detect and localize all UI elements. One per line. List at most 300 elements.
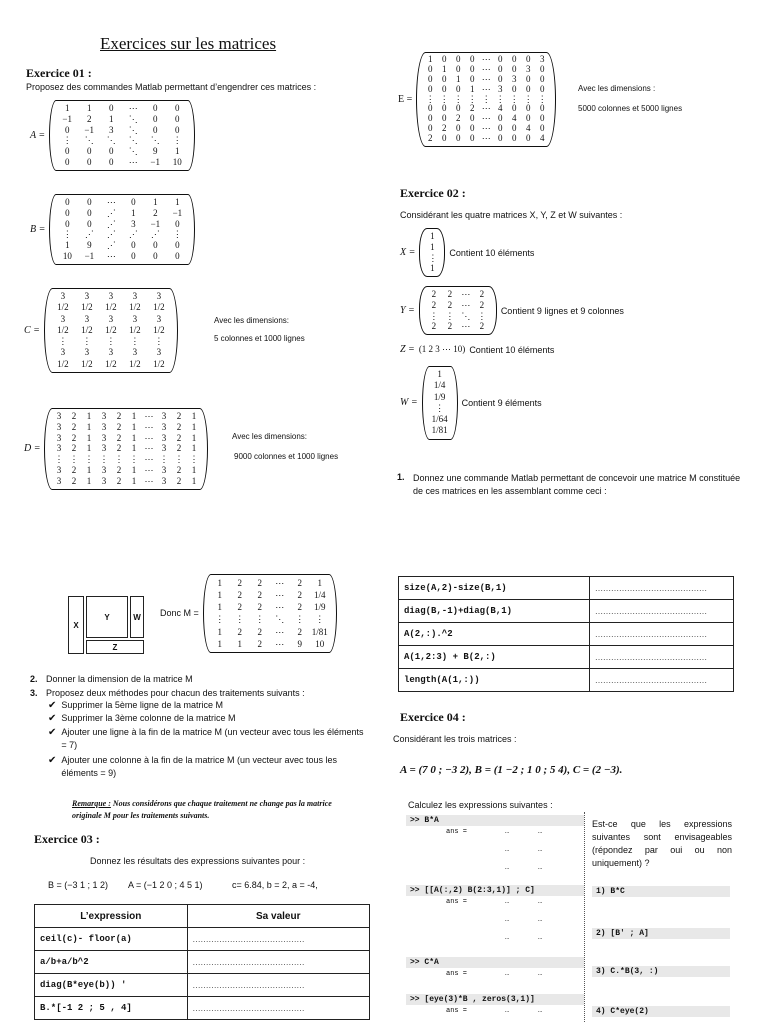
matrix-c-cell: 3 — [132, 347, 138, 358]
task-text: Supprimer la 5ème ligne de la matrice M — [61, 700, 223, 710]
matrix-b-cell: ⋰ — [106, 218, 116, 229]
matrix-w-cell: ⋮ — [435, 402, 445, 413]
value-cell[interactable]: …………………………………… — [187, 951, 369, 974]
matrix-w-cell: 1/64 — [431, 414, 448, 424]
matrix-b-cell: 0 — [153, 240, 158, 251]
matrix-e-cell: 0 — [456, 54, 461, 64]
block-w: W — [130, 596, 144, 638]
matrix-d-cell: 2 — [71, 464, 77, 475]
matrix-d-cell: ⋯ — [144, 443, 154, 454]
matrix-y-cell: 2 — [447, 289, 453, 299]
matrix-b-label: B = — [30, 223, 46, 235]
matrix-a-cell: ⋱ — [128, 135, 138, 146]
matrix-d-cell: 1 — [86, 443, 92, 454]
matrix-m-cell: ⋯ — [275, 578, 285, 588]
matrix-y-cell: ⋯ — [461, 321, 471, 332]
matrix-e-cell: 0 — [442, 103, 447, 114]
matrix-e-grid — [423, 55, 549, 144]
matrix-b-cell: ⋮ — [62, 229, 72, 240]
matrix-m-cell: 2 — [297, 578, 303, 588]
matrix-y-grid — [426, 289, 490, 332]
matrix-d-cell: 3 — [161, 432, 167, 443]
matrix-y-cell: 2 — [431, 289, 437, 299]
matrix-e-cell: 0 — [498, 54, 503, 64]
matrix-d-cell: 2 — [176, 411, 182, 421]
matrix-e-cell: 0 — [456, 83, 461, 94]
matrix-d-cell: ⋮ — [84, 454, 94, 465]
matrix-c-cell: 1/2 — [81, 358, 93, 369]
ans-dots: … — [505, 898, 510, 906]
matrix-d-cell: ⋮ — [174, 454, 184, 465]
matrix-m-cell: ⋮ — [255, 614, 265, 625]
matrix-e-cell: 0 — [428, 73, 433, 84]
matrix-w — [400, 366, 542, 440]
matrix-y-cell: ⋮ — [445, 310, 455, 321]
value-cell[interactable]: …………………………………… — [187, 928, 369, 951]
matrix-e-cell: 4 — [512, 113, 517, 124]
matrix-m-cell: ⋯ — [275, 602, 285, 613]
matrix-d-cell: 1 — [191, 464, 197, 475]
matrix-m-cell: 1 — [217, 602, 223, 613]
matrix-e-cell: ⋮ — [453, 93, 463, 104]
value-cell[interactable]: …………………………………… — [590, 600, 734, 623]
matrix-y-cell: 2 — [431, 299, 437, 310]
matrix-d-label: D = — [24, 443, 41, 455]
matrix-d-cell: ⋮ — [69, 454, 79, 465]
option-2 — [592, 928, 730, 939]
matrix-e-cell: 0 — [428, 63, 433, 74]
option-number: 4) — [596, 1007, 606, 1016]
matrix-x-cell: 1 — [430, 241, 435, 252]
matrix-b-cell: 9 — [87, 240, 92, 251]
exercise-02-heading: Exercice 02 : — [400, 186, 466, 200]
matrix-d-cell: ⋯ — [144, 475, 154, 486]
value-cell[interactable]: …………………………………… — [590, 669, 734, 692]
matrix-w-cell: 1 — [437, 369, 442, 379]
matrix-e-cell: 0 — [470, 73, 475, 84]
ans-dots: … — [538, 1007, 543, 1015]
exercise-01-intro: Proposez des commandes Matlab permettant d’engendrer ces matrices : — [26, 82, 317, 92]
matrix-d-cell: 1 — [86, 432, 92, 443]
matrix-m-cell: 2 — [237, 590, 243, 601]
exercise-04-heading: Exercice 04 : — [400, 710, 466, 724]
matrix-d-cell: 1 — [131, 411, 137, 421]
matrix-a-cell: 9 — [152, 146, 158, 157]
matrix-m-cell: 2 — [237, 578, 243, 588]
matrix-m-grid — [210, 577, 330, 650]
matrix-a-cell: 0 — [152, 113, 158, 124]
matrix-c-cell: 3 — [84, 347, 90, 358]
col-value: Sa valeur — [187, 905, 369, 928]
matrix-a-cell: 2 — [86, 113, 92, 124]
question-2-text: Donner la dimension de la matrice M — [46, 674, 193, 684]
matrix-e-cell: 2 — [428, 133, 433, 144]
matrix-e-cell: 4 — [526, 123, 531, 134]
matrix-y-cell: 2 — [447, 321, 453, 332]
matrix-m-cell: ⋯ — [275, 590, 285, 601]
matrix-e-cell: 3 — [498, 83, 503, 94]
matrix-e-cell: ⋮ — [467, 93, 477, 104]
matrix-m-cell: ⋮ — [235, 614, 245, 625]
matrix-d-cell: ⋯ — [144, 454, 154, 465]
matrix-a-cell: 0 — [174, 103, 180, 113]
matrix-c-cell: 3 — [60, 313, 66, 324]
matrix-m-cell: 2 — [257, 626, 263, 637]
given-a: A = (−1 2 0 ; 4 5 1) — [128, 880, 203, 890]
matrix-m-cell: 2 — [237, 626, 243, 637]
matrix-d-cell: 3 — [161, 421, 167, 432]
ans-dots: … — [505, 864, 510, 872]
task-text: Ajouter une ligne à la fin de la matrice M (un vecteur avec tous les éléments = 7) — [61, 727, 364, 751]
matrix-y-cell: 2 — [447, 299, 453, 310]
value-cell[interactable]: …………………………………… — [187, 997, 369, 1020]
exercise-04-matrices: A = (7 0 ; −3 2), B = (1 −2 ; 1 0 ; 5 4), C = (2 −3). — [400, 764, 623, 776]
matrix-m-cell: 1 — [217, 590, 223, 601]
matrix-w-grid — [429, 369, 451, 437]
matrix-b-cell: 0 — [175, 218, 180, 229]
matrix-a-cell: 0 — [64, 146, 70, 157]
matrix-e — [398, 52, 556, 147]
matrix-b-cell: 0 — [153, 250, 158, 261]
expression-cell: B.*[-1 2 ; 5 , 4] — [35, 997, 188, 1020]
table-row — [35, 974, 370, 997]
matrix-c-cell: 3 — [132, 291, 138, 301]
matrix-x-grid — [426, 231, 438, 274]
matrix-e-cell: ⋯ — [481, 123, 491, 134]
matrix-e-cell: 0 — [428, 83, 433, 94]
ans-dots: … — [505, 1007, 510, 1015]
given-b: B = (−3 1 ; 1 2) — [48, 880, 109, 890]
ans-dots: … — [505, 828, 510, 836]
ans-dots: … — [538, 828, 543, 836]
matrix-d-cell: 3 — [101, 475, 107, 486]
matrix-w-label: W = — [400, 397, 418, 409]
matrix-b-cell: 1 — [65, 240, 70, 251]
ans-label: ans = — [446, 970, 468, 978]
option-number: 1) — [596, 887, 606, 896]
matrix-e-cell: ⋯ — [481, 73, 491, 84]
matrix-a-cell: 0 — [152, 124, 158, 135]
matrix-d-cell: 3 — [101, 443, 107, 454]
task-list — [48, 700, 364, 780]
matrix-c-cell: 3 — [108, 313, 114, 324]
table-row — [35, 928, 370, 951]
matrix-a-cell: ⋱ — [128, 124, 138, 135]
block-x: X — [68, 596, 84, 654]
matrix-d-cell: 1 — [191, 421, 197, 432]
matrix-e-cell: ⋯ — [481, 54, 491, 64]
matrix-e-cell: 0 — [442, 83, 447, 94]
matrix-z-row: (1 2 3 ⋯ 10) — [418, 344, 466, 354]
matrix-d-cell: 3 — [161, 464, 167, 475]
matrix-b-cell: ⋰ — [128, 229, 138, 240]
matrix-d-cell: 3 — [101, 432, 107, 443]
matrix-c-dim-label: Avec les dimensions: — [214, 316, 289, 325]
matrix-d-cell: 2 — [71, 421, 77, 432]
matrix-c-cell: 3 — [60, 291, 66, 301]
matrix-m-cell: ⋯ — [275, 626, 285, 637]
matrix-a-cell: 0 — [174, 124, 180, 135]
matrix-e-label: E = — [398, 94, 413, 105]
matrix-d-cell: ⋮ — [189, 454, 199, 465]
matrix-d-cell: 1 — [191, 411, 197, 421]
exercise-03-heading: Exercice 03 : — [34, 832, 100, 846]
matrix-m-cell: 1 — [237, 638, 243, 649]
table-row — [35, 951, 370, 974]
matrix-b-grid — [56, 197, 188, 262]
expression-cell: diag(B,-1)+diag(B,1) — [399, 600, 590, 623]
matrix-d-cell: ⋮ — [159, 454, 169, 465]
matrix-m-cell: 1 — [217, 626, 223, 637]
matrix-b-cell: 1 — [131, 207, 136, 218]
matrix-e-cell: 1 — [456, 73, 461, 84]
matrix-m-cell: 2 — [257, 590, 263, 601]
matrix-c-cell: 1/2 — [105, 358, 117, 369]
option-expression: C*eye(2) — [610, 1007, 649, 1016]
ans-label: ans = — [446, 898, 468, 906]
matrix-c-cell: 1/2 — [81, 302, 93, 313]
matrix-a-grid — [56, 103, 188, 168]
matrix-e-cell: 1 — [428, 54, 433, 64]
matrix-y-cell: 2 — [479, 289, 485, 299]
task-item — [48, 726, 364, 752]
matrix-d-cell: 2 — [176, 475, 182, 486]
matrix-y-note: Contient 9 lignes et 9 colonnes — [500, 305, 624, 316]
matrix-d-cell: 1 — [131, 421, 137, 432]
matrix-c-cell: 3 — [60, 347, 66, 358]
matrix-d-cell: 2 — [116, 443, 122, 454]
matrix-b-cell: 0 — [131, 250, 136, 261]
matrix-b-cell: 0 — [175, 250, 180, 261]
matrix-d-cell: ⋯ — [144, 411, 154, 421]
matrix-e-cell: 0 — [428, 123, 433, 134]
ans-dots: … — [538, 846, 543, 854]
matrix-m-label: Donc M = — [160, 608, 199, 619]
expressions-table-right — [398, 576, 734, 692]
matrix-a-cell: 0 — [108, 103, 114, 113]
matrix-d-cell: ⋮ — [114, 454, 124, 465]
matrix-y-cell: ⋮ — [477, 310, 487, 321]
matrix-w-note: Contient 9 éléments — [461, 397, 542, 408]
option-expression: B*C — [610, 887, 625, 896]
page-title: Exercices sur les matrices — [100, 34, 277, 53]
matrix-d-cell: 1 — [86, 411, 92, 421]
matrix-c — [24, 288, 178, 373]
matrix-c-cell: 1/2 — [153, 302, 165, 313]
matrix-e-cell: 0 — [498, 133, 503, 144]
matrix-c-cell: 1/2 — [57, 324, 69, 335]
option-number: 3) — [596, 967, 606, 976]
matrix-d-cell: 3 — [101, 421, 107, 432]
matrix-c-cell: ⋮ — [154, 336, 164, 346]
matrix-e-cell: 3 — [512, 73, 517, 84]
matrix-d-cell: ⋮ — [99, 454, 109, 465]
matrix-m-cell: 10 — [315, 638, 325, 649]
matrix-d-cell: 3 — [56, 464, 62, 475]
matrix-a-cell: 0 — [64, 124, 70, 135]
matrix-a-cell: 10 — [172, 156, 182, 167]
matrix-c-cell: 3 — [108, 291, 114, 301]
matrix-c-cell: 1/2 — [105, 324, 117, 335]
matrix-d-cell: 1 — [191, 432, 197, 443]
task-text: Ajouter une colonne à la fin de la matrice M (un vecteur avec tous les éléments = 9) — [61, 755, 338, 779]
ans-dots: … — [538, 864, 543, 872]
matrix-c-cell: 3 — [132, 313, 138, 324]
matrix-d-dim-label: Avec les dimensions: — [232, 432, 307, 441]
exercise-01-heading: Exercice 01 : — [26, 66, 92, 80]
matrix-m-cell: ⋮ — [315, 614, 325, 625]
matrix-m-cell: 1 — [317, 578, 323, 588]
matrix-a-cell: −1 — [150, 156, 160, 167]
matrix-e-cell: 0 — [526, 83, 531, 94]
matrix-e-cell: 4 — [498, 103, 503, 114]
matrix-e-cell: 0 — [442, 54, 447, 64]
matrix-e-cell: 0 — [470, 113, 475, 124]
matrix-x-label: X = — [400, 247, 416, 259]
matrix-a-cell: 0 — [86, 156, 92, 167]
matrix-e-cell: 0 — [526, 113, 531, 124]
matrix-m — [160, 574, 337, 653]
matrix-e-cell: 0 — [442, 113, 447, 124]
option-1 — [592, 886, 730, 897]
matrix-m-cell: ⋯ — [275, 638, 285, 649]
matrix-d-cell: 3 — [56, 432, 62, 443]
ans-dots: … — [538, 898, 543, 906]
matrix-e-cell: 0 — [470, 123, 475, 134]
matrix-d — [24, 408, 208, 490]
matrix-e-cell: ⋯ — [481, 113, 491, 124]
matrix-x — [400, 228, 534, 277]
matrix-m-cell: 1/4 — [314, 590, 326, 601]
matrix-b-cell: 0 — [175, 240, 180, 251]
matrix-e-cell: 0 — [442, 73, 447, 84]
table-row — [399, 600, 734, 623]
matrix-e-cell: 0 — [540, 83, 545, 94]
matrix-c-cell: 3 — [84, 313, 90, 324]
matrix-c-cell: 3 — [156, 313, 162, 324]
matrix-a-cell: ⋯ — [128, 156, 138, 167]
matrix-b-cell: 3 — [131, 218, 136, 229]
matrix-c-cell: 1/2 — [129, 358, 141, 369]
matrix-e-cell: ⋯ — [481, 133, 491, 144]
feasibility-question: Est-ce que les expressions suivantes sont envisageables (répondez par oui ou non uniquement) ? — [592, 819, 732, 869]
matrix-a-cell: 0 — [174, 113, 180, 124]
matrix-d-cell: 2 — [116, 421, 122, 432]
expression-cell: diag(B*eye(b)) ' — [35, 974, 188, 997]
matrix-y-label: Y = — [400, 305, 415, 317]
block-z: Z — [86, 640, 144, 654]
matrix-a-cell: −1 — [62, 113, 72, 124]
matrix-b-cell: 0 — [65, 207, 70, 218]
table-row — [399, 577, 734, 600]
matrix-d-cell: ⋯ — [144, 432, 154, 443]
matrix-e-cell: 0 — [512, 63, 517, 74]
matrix-b-cell: 1 — [175, 197, 180, 207]
matrix-a — [30, 100, 195, 171]
expression-cell: A(2,:).^2 — [399, 623, 590, 646]
matrix-e-cell: 0 — [512, 123, 517, 134]
matrix-e-cell: 2 — [442, 123, 447, 134]
matrix-y-cell: ⋮ — [429, 310, 439, 321]
matrix-d-cell: ⋮ — [54, 454, 64, 465]
option-expression: [B' ; A] — [610, 929, 649, 938]
matrix-e-cell: 0 — [442, 133, 447, 144]
matrix-c-cell: 3 — [156, 347, 162, 358]
matrix-e-cell: 4 — [540, 133, 545, 144]
matrix-a-cell: 1 — [108, 113, 114, 124]
block-y: Y — [86, 596, 128, 638]
matrix-m-cell: 1 — [217, 578, 223, 588]
matrix-x-cell: ⋮ — [428, 252, 438, 263]
matrix-y-cell: 2 — [431, 321, 437, 332]
ans-dots: … — [505, 916, 510, 924]
matrix-m-cell: 1 — [217, 638, 223, 649]
value-cell[interactable]: …………………………………… — [590, 623, 734, 646]
option-4 — [592, 1006, 730, 1017]
matrix-m-cell: 1/81 — [311, 626, 328, 637]
ans-dots: … — [505, 970, 510, 978]
matrix-b-cell: −1 — [172, 207, 183, 218]
matrix-d-cell: 3 — [56, 475, 62, 486]
matrix-m-cell: 2 — [297, 590, 303, 601]
matrix-b-cell: −1 — [84, 250, 95, 261]
matrix-e-cell: ⋮ — [523, 93, 533, 104]
expression-cell: length(A(1,:)) — [399, 669, 590, 692]
matrix-e-cell: 0 — [540, 73, 545, 84]
check-icon: ✔ — [48, 755, 57, 767]
matrix-y-cell: 2 — [479, 321, 485, 332]
matrix-d-cell: 1 — [131, 464, 137, 475]
matrix-b-cell: 2 — [153, 207, 158, 218]
value-cell[interactable]: …………………………………… — [187, 974, 369, 997]
matrix-a-cell: ⋯ — [128, 103, 138, 113]
matrix-e-cell: 1 — [470, 83, 475, 94]
ans-label: ans = — [446, 828, 468, 836]
ans-dots: … — [505, 934, 510, 942]
matrix-b-cell: ⋰ — [150, 229, 160, 240]
matrix-d-cell: 2 — [116, 432, 122, 443]
matrix-b-cell: 0 — [65, 197, 70, 207]
task-item — [48, 713, 364, 724]
matrix-w-cell: 1/9 — [433, 391, 446, 402]
matrix-a-cell: 0 — [152, 103, 158, 113]
command-3: >> C*A — [406, 957, 584, 968]
calc-instruction: Calculez les expressions suivantes : — [408, 800, 553, 810]
matrix-e-cell: 0 — [498, 63, 503, 74]
matrix-d-cell: 2 — [71, 432, 77, 443]
matrix-y — [400, 286, 624, 335]
matrix-d-cell: ⋮ — [129, 454, 139, 465]
ans-dots: … — [538, 916, 543, 924]
divider — [584, 812, 586, 1022]
value-cell[interactable]: …………………………………… — [590, 577, 734, 600]
matrix-a-cell: ⋱ — [150, 135, 160, 146]
matrix-e-cell: 0 — [498, 113, 503, 124]
matrix-d-cell: ⋯ — [144, 464, 154, 475]
value-cell[interactable]: …………………………………… — [590, 646, 734, 669]
matrix-d-cell: 2 — [176, 432, 182, 443]
matrix-e-cell: ⋮ — [509, 93, 519, 104]
matrix-d-cell: 2 — [71, 411, 77, 421]
check-icon: ✔ — [48, 713, 57, 724]
matrix-c-cell: 1/2 — [81, 324, 93, 335]
matrix-y-cell: ⋯ — [461, 299, 471, 310]
matrix-e-cell: 0 — [512, 133, 517, 144]
remark-label: Remarque : — [72, 799, 111, 808]
matrix-d-cell: 3 — [161, 443, 167, 454]
matrix-m-cell: 1/9 — [314, 602, 326, 613]
matrix-a-cell: ⋱ — [84, 135, 94, 146]
